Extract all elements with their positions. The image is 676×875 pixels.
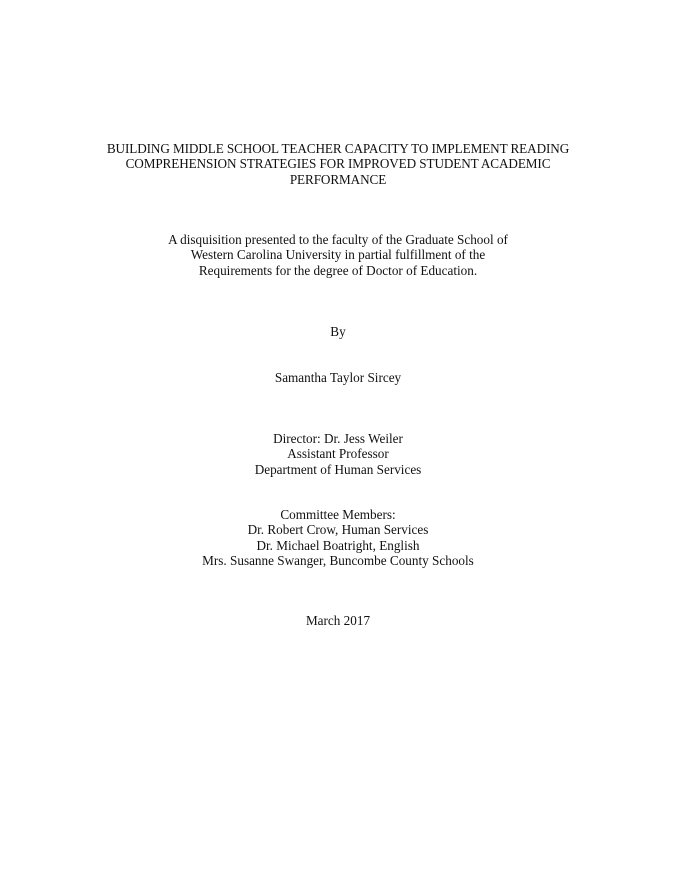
dissertation-title	[0, 141, 676, 187]
director-name: Director: Dr. Jess Weiler	[273, 431, 403, 446]
title-line-1: BUILDING MIDDLE SCHOOL TEACHER CAPACITY TO IMPLEMENT READING	[106, 141, 570, 156]
title-line-3: PERFORMANCE	[289, 171, 387, 187]
statement-line-1: A disquisition presented to the faculty of the Graduate School of	[168, 232, 508, 247]
statement-line-3: Requirements for the degree of Doctor of Education.	[198, 262, 478, 278]
director-title: Assistant Professor	[287, 446, 389, 462]
committee-members	[0, 507, 676, 569]
director-info	[0, 431, 676, 477]
director-department: Department of Human Services	[254, 461, 422, 477]
author-name	[0, 370, 676, 385]
date-text: March 2017	[305, 613, 371, 628]
committee-member: Dr. Robert Crow, Human Services	[247, 522, 429, 538]
statement-line-2: Western Carolina University in partial fulfillment of the	[190, 247, 486, 263]
submission-statement	[0, 232, 676, 278]
committee-member: Mrs. Susanne Swanger, Buncombe County Schools	[202, 553, 474, 569]
committee-heading: Committee Members:	[280, 507, 396, 522]
by-text: By	[330, 324, 346, 339]
author-text: Samantha Taylor Sircey	[274, 370, 402, 385]
by-label	[0, 324, 676, 339]
committee-member: Dr. Michael Boatright, English	[256, 537, 420, 553]
submission-date	[0, 613, 676, 628]
title-line-2: COMPREHENSION STRATEGIES FOR IMPROVED STUDENT ACADEMIC	[125, 156, 551, 172]
